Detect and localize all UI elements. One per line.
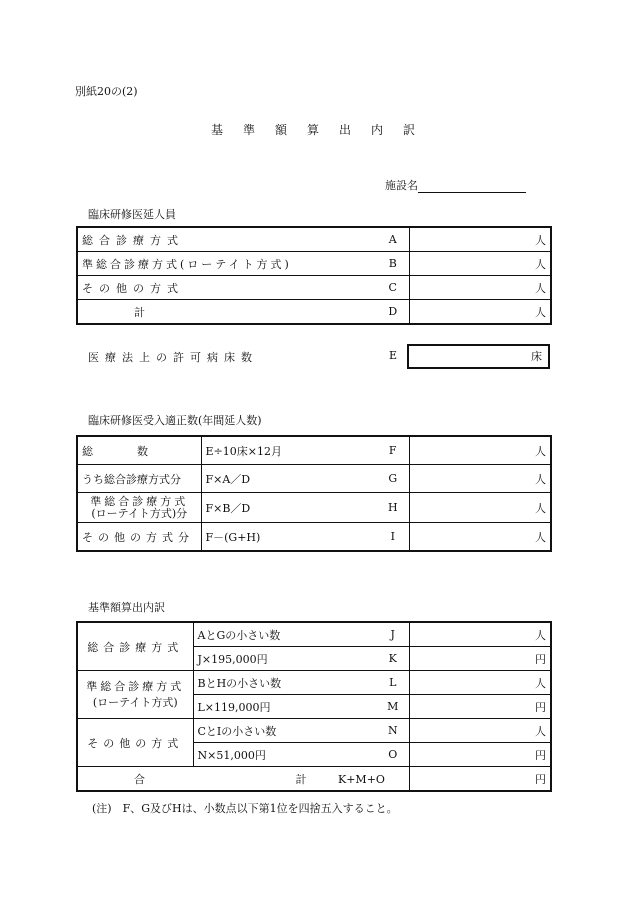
value-cell[interactable]: 人 (409, 523, 551, 552)
value-cell[interactable]: 人 (409, 622, 551, 647)
row-label: その他の方式 (77, 276, 377, 300)
section1-table (76, 226, 552, 325)
row-code: N (377, 719, 409, 743)
beds-value-field[interactable] (407, 344, 550, 369)
table-row (77, 671, 551, 695)
row-label: うち総合診療方式分 (77, 465, 201, 493)
total-label-cell (77, 767, 409, 792)
value-cell[interactable]: 人 (409, 719, 551, 743)
row-formula: F×A／D (201, 465, 377, 493)
row-code: C (377, 276, 409, 300)
row-code: A (377, 227, 409, 252)
facility-name-field[interactable] (385, 177, 526, 193)
row-label: 総合診療方式 (77, 227, 377, 252)
value-cell[interactable]: 人 (409, 252, 551, 276)
section3-heading: 基準額算出内訳 (88, 601, 165, 614)
group-label: 総合診療方式 (77, 622, 193, 671)
row-label-line2: (ローテイト方式)分 (91, 506, 188, 520)
row-label: 総 数 (77, 436, 201, 465)
facility-name-blank[interactable] (418, 180, 526, 193)
row-code: J (377, 622, 409, 647)
value-cell[interactable]: 人 (409, 436, 551, 465)
table-row (77, 227, 551, 252)
total-formula: K+M+O (338, 772, 385, 786)
row-label-two-line (77, 493, 201, 523)
beds-unit: 床 (531, 350, 542, 363)
total-label-a: 合 (134, 772, 145, 786)
row-code: M (377, 695, 409, 719)
value-cell[interactable]: 円 (409, 743, 551, 767)
row-formula: E÷10床×12月 (201, 436, 377, 465)
table-row (77, 493, 551, 523)
group-label-line1: 準総合診療方式 (86, 679, 185, 693)
table-row (77, 523, 551, 552)
group-label-line2: (ローテイト方式) (92, 695, 178, 709)
row-desc: AとGの小さい数 (193, 622, 377, 647)
row-desc: BとHの小さい数 (193, 671, 377, 695)
table-row (77, 465, 551, 493)
section2-table (76, 435, 552, 552)
value-cell[interactable]: 人 (409, 465, 551, 493)
total-label-b: 計 (295, 772, 307, 786)
value-cell[interactable]: 人 (409, 300, 551, 325)
row-formula: F×B／D (201, 493, 377, 523)
group-label-two-line (77, 671, 193, 719)
row-code: I (377, 523, 409, 552)
table-row (77, 436, 551, 465)
section3-table (76, 621, 552, 792)
value-cell[interactable]: 人 (409, 671, 551, 695)
row-code: O (377, 743, 409, 767)
row-code: D (377, 300, 409, 325)
row-label: その他の方式分 (77, 523, 201, 552)
row-desc: L×119,000円 (193, 695, 377, 719)
section2-heading: 臨床研修医受入適正数(年間延人数) (88, 414, 262, 427)
value-cell[interactable]: 円 (409, 767, 551, 792)
section1-heading: 臨床研修医延人員 (88, 208, 176, 221)
value-cell[interactable]: 人 (409, 276, 551, 300)
table-row (77, 622, 551, 647)
beds-code: E (389, 349, 398, 362)
beds-label: 医療法上の許可病床数 (88, 351, 258, 364)
row-label: 準総合診療方式(ローテイト方式) (77, 252, 377, 276)
row-code: K (377, 647, 409, 671)
group-label: その他の方式 (77, 719, 193, 767)
value-cell[interactable]: 円 (409, 647, 551, 671)
row-formula: F－(G+H) (201, 523, 377, 552)
table-row (77, 719, 551, 743)
row-desc: N×51,000円 (193, 743, 377, 767)
row-label: 計 (77, 300, 377, 325)
value-cell[interactable]: 人 (409, 493, 551, 523)
row-desc: J×195,000円 (193, 647, 377, 671)
row-code: F (377, 436, 409, 465)
row-desc: CとIの小さい数 (193, 719, 377, 743)
footnote: (注) F、G及びHは、小数点以下第1位を四捨五入すること。 (92, 802, 398, 815)
table-row (77, 252, 551, 276)
total-row (77, 767, 551, 792)
facility-label: 施設名 (385, 179, 418, 192)
row-code: H (377, 493, 409, 523)
value-cell[interactable]: 人 (409, 227, 551, 252)
table-row (77, 276, 551, 300)
row-label-line1: 準総合診療方式 (90, 494, 189, 508)
row-code: B (377, 252, 409, 276)
row-code: G (377, 465, 409, 493)
value-cell[interactable]: 円 (409, 695, 551, 719)
row-code: L (377, 671, 409, 695)
page-title: 基 準 額 算 出 内 訳 (210, 123, 419, 137)
form-number: 別紙20の(2) (75, 85, 138, 98)
table-row (77, 300, 551, 325)
